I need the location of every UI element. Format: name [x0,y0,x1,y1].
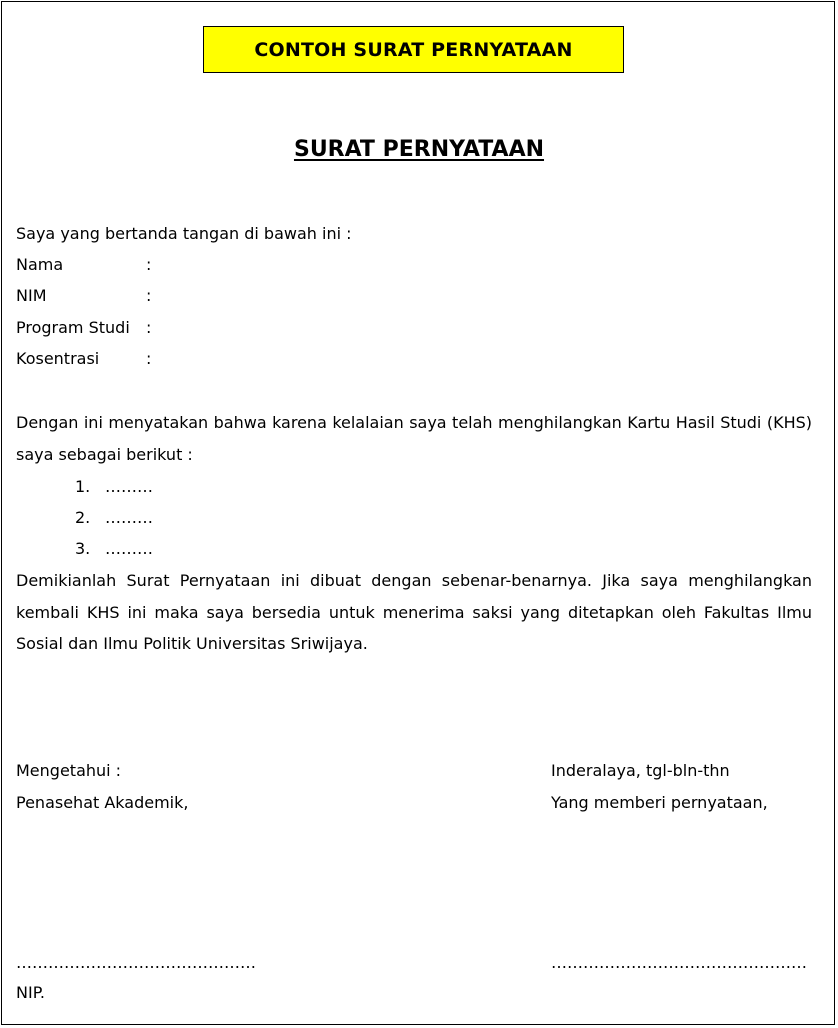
field-label: Program Studi [16,318,130,337]
list-item [75,508,153,528]
field-row-kosentrasi [16,349,151,369]
place-date: Inderalaya, tgl-bln-thn [551,761,730,780]
list-number: 2. [75,508,91,527]
closing-line-3: Sosial dan Ilmu Politik Universitas Sriwijaya. [16,634,368,653]
statement-line-1: Dengan ini menyatakan bahwa karena kelalaian saya telah menghilangkan Kartu Hasil Studi (KHS) [16,413,812,432]
list-number: 1. [75,477,91,496]
acknowledged-heading: Mengetahui : [16,761,122,780]
list-number: 3. [75,539,91,558]
list-text: ……… [105,477,153,496]
document-title [0,137,838,162]
closing-line-1: Demikianlah Surat Pernyataan ini dibuat dengan sebenar-benarnya. Jika saya menghilangkan [16,571,812,590]
declarant-signature-line: ………………………………………… [551,953,807,972]
nip-label: NIP. [16,983,45,1002]
list-item [75,539,153,559]
field-separator: : [146,318,152,337]
field-row-nama [16,255,151,275]
field-separator: : [146,255,152,274]
example-banner [203,26,624,73]
academic-advisor-label: Penasehat Akademik, [16,793,189,812]
field-row-program-studi [16,318,151,338]
advisor-signature-line: ……………………………………… [16,953,256,972]
field-separator: : [146,286,152,305]
field-label: Kosentrasi [16,349,100,368]
declarant-label: Yang memberi pernyataan, [551,793,768,812]
list-text: ……… [105,539,153,558]
field-row-nim [16,286,151,306]
list-text: ……… [105,508,153,527]
list-item [75,477,153,497]
field-label: NIM [16,286,47,305]
field-label: Nama [16,255,64,274]
statement-line-2: saya sebagai berikut : [16,445,193,464]
banner-text: CONTOH SURAT PERNYATAAN [254,38,573,61]
field-separator: : [146,349,152,368]
closing-line-2: kembali KHS ini maka saya bersedia untuk menerima saksi yang ditetapkan oleh Fakultas Ilmu [16,603,812,622]
intro-text: Saya yang bertanda tangan di bawah ini : [16,224,352,243]
title-text: SURAT PERNYATAAN [293,137,545,162]
